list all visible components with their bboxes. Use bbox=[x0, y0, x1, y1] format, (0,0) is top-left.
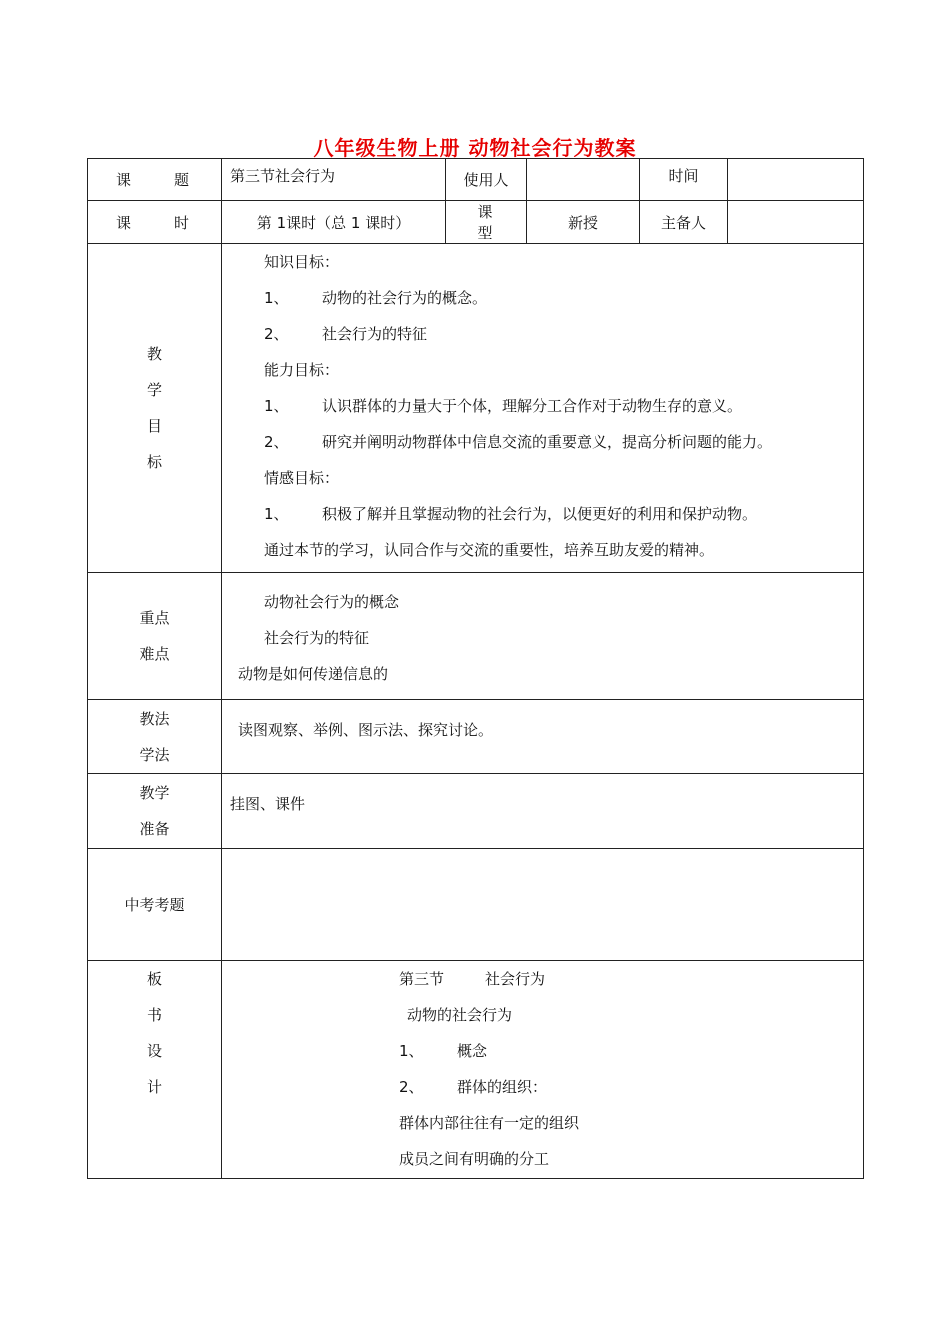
board-label-3: 设 bbox=[146, 1042, 162, 1060]
exam-text bbox=[222, 849, 864, 961]
key-points-content bbox=[222, 573, 864, 700]
knowledge-item-num: 1、 bbox=[264, 289, 289, 307]
emotion-item-text: 积极了解并且掌握动物的社会行为，以便更好的利用和保护动物。 bbox=[322, 505, 758, 523]
board-label-2: 书 bbox=[146, 1006, 162, 1024]
period-value: 第 1课时（总 1 课时） bbox=[222, 201, 446, 244]
key-points-label-2: 难点 bbox=[139, 645, 170, 663]
board-subheading: 动物的社会行为 bbox=[407, 1006, 513, 1024]
key-points-label-1: 重点 bbox=[139, 609, 170, 627]
preparation-text: 挂图、课件 bbox=[222, 774, 864, 849]
board-item-text: 群体的组织： bbox=[457, 1078, 548, 1096]
exam-label: 中考考题 bbox=[88, 849, 222, 961]
board-heading-section: 第三节 bbox=[399, 970, 445, 988]
board-item bbox=[399, 1033, 863, 1069]
knowledge-item-text: 动物的社会行为的概念。 bbox=[322, 289, 488, 307]
user-label: 使用人 bbox=[446, 159, 527, 201]
methods-text: 读图观察、举例、图示法、探究讨论。 bbox=[222, 700, 864, 774]
type-label: 课 型 bbox=[446, 201, 527, 244]
board-content bbox=[222, 961, 864, 1179]
board-item-text: 概念 bbox=[457, 1042, 488, 1060]
board-item-num: 2、 bbox=[399, 1078, 424, 1096]
preparation-label-2: 准备 bbox=[139, 820, 170, 838]
board-label-1: 板 bbox=[146, 970, 162, 988]
topic-label: 课 题 bbox=[88, 159, 222, 201]
board-heading-title: 社会行为 bbox=[485, 970, 546, 988]
objectives-closing: 通过本节的学习，认同合作与交流的重要性，培养互助友爱的精神。 bbox=[264, 541, 715, 559]
objectives-label-4: 标 bbox=[146, 453, 162, 471]
key-point-line: 动物社会行为的概念 bbox=[264, 593, 400, 611]
key-point-line: 社会行为的特征 bbox=[264, 629, 370, 647]
board-label-4: 计 bbox=[146, 1078, 162, 1096]
period-row bbox=[88, 201, 864, 244]
ability-heading: 能力目标： bbox=[264, 361, 340, 379]
board-row bbox=[88, 961, 864, 1179]
methods-row bbox=[88, 700, 864, 774]
time-label: 时间 bbox=[640, 159, 728, 201]
topic-value: 第三节社会行为 bbox=[222, 159, 446, 201]
objectives-content bbox=[222, 244, 864, 573]
emotion-item-num: 1、 bbox=[264, 505, 289, 523]
topic-row bbox=[88, 159, 864, 201]
ability-item-text: 认识群体的力量大于个体，理解分工合作对于动物生存的意义。 bbox=[322, 397, 743, 415]
methods-label-2: 学法 bbox=[139, 745, 170, 764]
objectives-label-3: 目 bbox=[146, 417, 162, 435]
key-points-label bbox=[88, 573, 222, 700]
objectives-label bbox=[88, 244, 222, 573]
preparer-value bbox=[728, 201, 864, 244]
board-item bbox=[399, 1069, 863, 1105]
lesson-plan-table bbox=[87, 158, 864, 1179]
ability-item-text: 研究并阐明动物群体中信息交流的重要意义，提高分析问题的能力。 bbox=[322, 433, 773, 451]
page-title: 八年级生物上册 动物社会行为教案 bbox=[313, 136, 637, 160]
ability-item bbox=[264, 388, 863, 424]
objectives-label-1: 教 bbox=[146, 345, 162, 363]
key-point-line: 动物是如何传递信息的 bbox=[238, 665, 389, 683]
knowledge-item bbox=[264, 316, 863, 352]
preparation-label bbox=[88, 774, 222, 849]
period-label: 课 时 bbox=[88, 201, 222, 244]
ability-item-num: 2、 bbox=[264, 433, 289, 451]
objectives-row bbox=[88, 244, 864, 573]
knowledge-heading: 知识目标： bbox=[264, 253, 340, 271]
type-value: 新授 bbox=[527, 201, 640, 244]
preparation-row bbox=[88, 774, 864, 849]
preparation-label-1: 教学 bbox=[139, 784, 170, 802]
board-label bbox=[88, 961, 222, 1179]
board-heading bbox=[399, 961, 863, 997]
knowledge-item-num: 2、 bbox=[264, 325, 289, 343]
knowledge-item-text: 社会行为的特征 bbox=[322, 325, 428, 343]
emotion-heading: 情感目标： bbox=[264, 469, 340, 487]
objectives-label-2: 学 bbox=[146, 381, 162, 399]
board-item-num: 1、 bbox=[399, 1042, 424, 1060]
knowledge-item bbox=[264, 280, 863, 316]
exam-row bbox=[88, 849, 864, 961]
methods-label bbox=[88, 700, 222, 774]
ability-item bbox=[264, 424, 863, 460]
user-value bbox=[527, 159, 640, 201]
time-value bbox=[728, 159, 864, 201]
key-points-row bbox=[88, 573, 864, 700]
ability-item-num: 1、 bbox=[264, 397, 289, 415]
preparer-label: 主备人 bbox=[640, 201, 728, 244]
emotion-item bbox=[264, 496, 863, 532]
board-line: 成员之间有明确的分工 bbox=[399, 1150, 550, 1168]
methods-label-1: 教法 bbox=[139, 709, 170, 728]
board-line: 群体内部往往有一定的组织 bbox=[399, 1114, 580, 1132]
